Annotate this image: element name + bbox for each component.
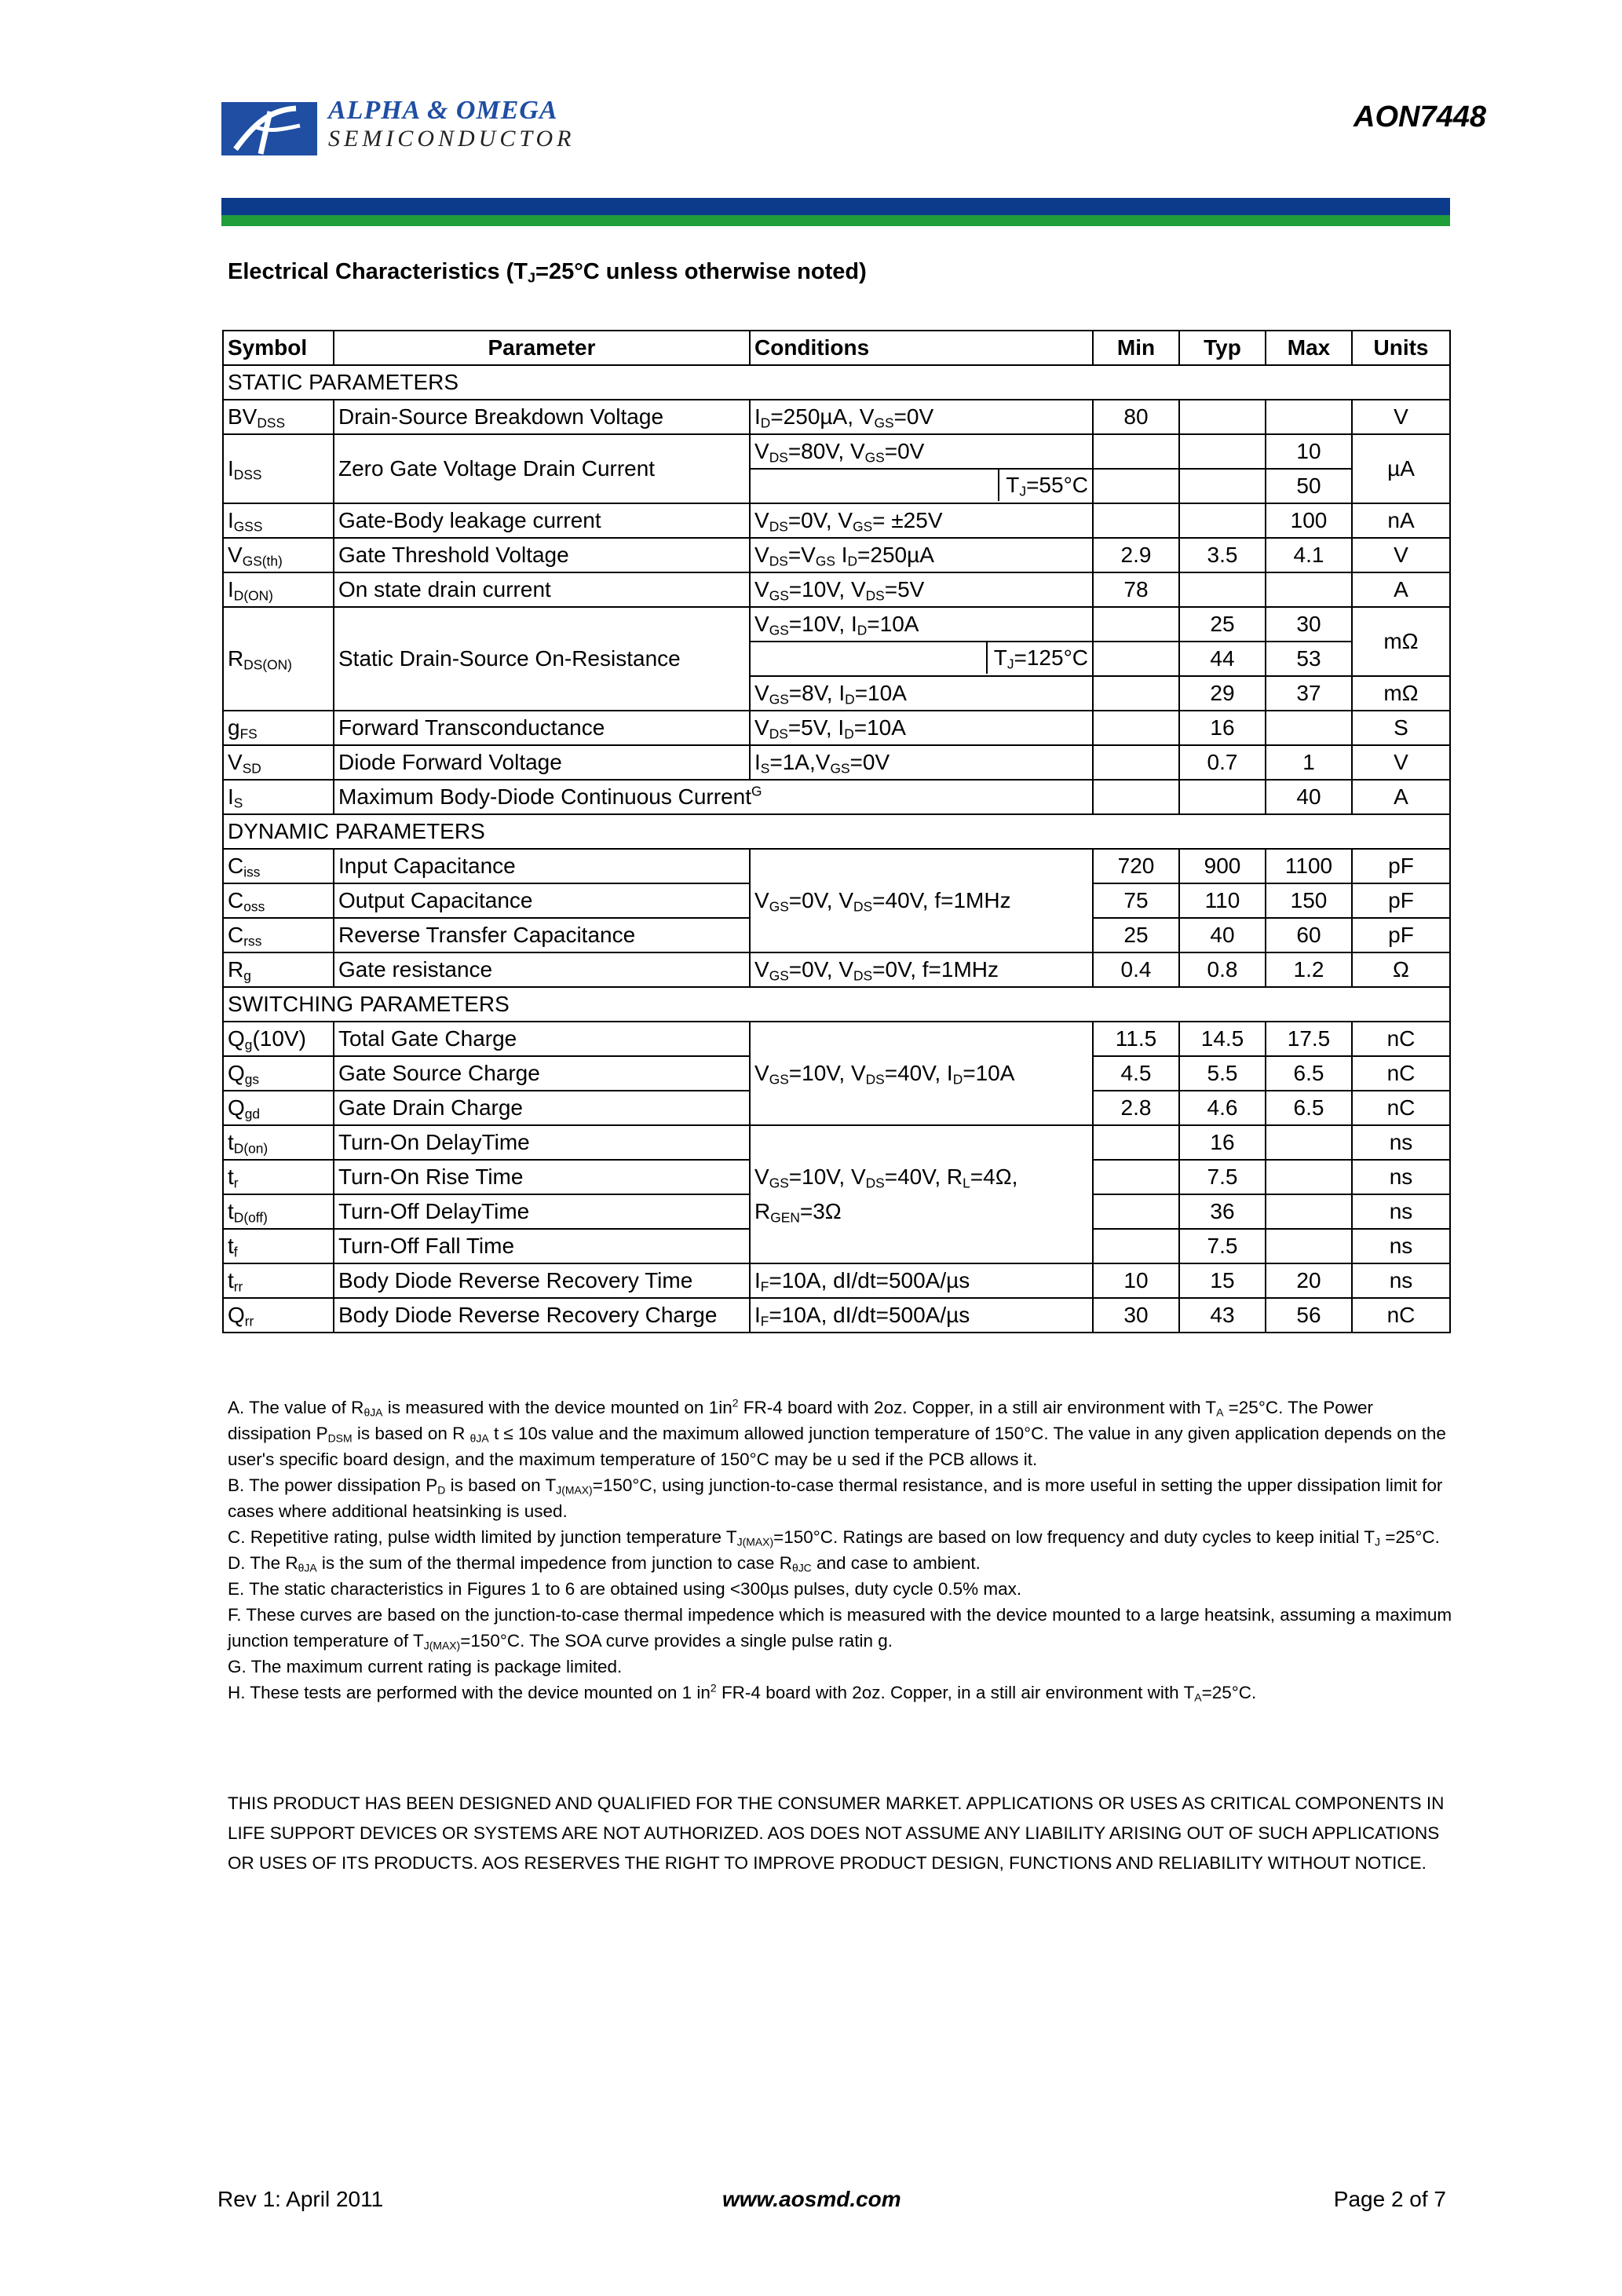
min-cell (1093, 1125, 1179, 1160)
section-row-switching: SWITCHING PARAMETERS (223, 987, 1450, 1022)
min-cell (1093, 1229, 1179, 1263)
symbol-cell: $Q_{gd}$ (223, 1091, 334, 1125)
typ-cell: 25 (1179, 607, 1266, 642)
condition-cell: $I_S=1A,V_{GS}=0V$ (750, 745, 1093, 780)
symbol-cell: $I_{DSS}$ (223, 434, 334, 503)
symbol-cell: $C_{iss}$ (223, 849, 334, 883)
parameter-cell: Input Capacitance (334, 849, 750, 883)
parameter-cell: Gate Threshold Voltage (334, 538, 750, 572)
section-row-static: STATIC PARAMETERS (223, 365, 1450, 400)
min-cell: 10 (1093, 1263, 1179, 1298)
disclaimer: THIS PRODUCT HAS BEEN DESIGNED AND QUALIFIED FOR THE CONSUMER MARKET. APPLICATIONS OR USES AS CRITICAL COMPONENTS IN LIFE SUPPORT DEVICES OR SYSTEMS ARE NOT AUTHORIZED. AOS DOES NOT ASSUME ANY LIABILITY ARISING OUT OF SUCH APPLICATIONS OR USES OF ITS PRODUCTS. AOS RESERVES THE RIGHT TO IMPROVE PRODUCT DESIGN, FUNCTIONS AND RELIABILITY WITHOUT NOTICE. (228, 1793, 1445, 1873)
condition-cell: $V_{GS}=10V$, $V_{DS}=5V$ (750, 572, 1093, 607)
min-cell: 80 (1093, 400, 1179, 434)
condition-cell: $V_{DS}=5V$, $I_D=10A$ (750, 711, 1093, 745)
min-cell (1093, 1194, 1179, 1229)
parameter-cell: Gate resistance (334, 952, 750, 987)
max-cell: 6.5 (1266, 1091, 1352, 1125)
part-number: AON7448 (1353, 101, 1486, 133)
header-band-blue (221, 198, 1450, 215)
symbol-cell: $t_{rr}$ (223, 1263, 334, 1298)
unit-cell: A (1352, 572, 1450, 607)
symbol-cell: $I_S$ (223, 780, 334, 814)
symbol-cell: $C_{rss}$ (223, 918, 334, 952)
parameter-cell: Turn-On Rise Time (334, 1160, 750, 1194)
parameter-cell: Forward Transconductance (334, 711, 750, 745)
symbol-cell: $t_f$ (223, 1229, 334, 1263)
typ-cell: 3.5 (1179, 538, 1266, 572)
parameter-cell: Reverse Transfer Capacitance (334, 918, 750, 952)
footer-revision: Rev 1: April 2011 (217, 2187, 384, 2211)
table-row (223, 572, 1450, 607)
parameter-cell: Turn-On DelayTime (334, 1125, 750, 1160)
condition-cell: $V_{GS}=0V$, $V_{DS}=0V$, f=1MHz (750, 952, 1093, 987)
typ-cell: 900 (1179, 849, 1266, 883)
header-band-green (221, 215, 1450, 226)
max-cell: 17.5 (1266, 1022, 1352, 1056)
condition-cell: $V_{GS}=0V$, $V_{DS}=40V$, f=1MHz (750, 849, 1093, 952)
min-cell: 11.5 (1093, 1022, 1179, 1056)
min-cell (1093, 711, 1179, 745)
unit-cell: ns (1352, 1263, 1450, 1298)
table-row (223, 952, 1450, 987)
typ-cell (1179, 503, 1266, 538)
company-logo-icon (221, 102, 317, 155)
note-g: G. The maximum current rating is package limited. (228, 1657, 623, 1676)
symbol-cell: $Q_{gs}$ (223, 1056, 334, 1091)
parameter-cell: Maximum Body-Diode Continuous Current$^G$ (334, 780, 1093, 814)
table-row (223, 1298, 1450, 1333)
note-d: D. The $R_{\theta JA}$ is the sum of the thermal impedence from junction to case $R_{\theta JC}$ and case to ambient. (228, 1553, 981, 1574)
typ-cell: 16 (1179, 711, 1266, 745)
max-cell: 1 (1266, 745, 1352, 780)
max-cell: 150 (1266, 883, 1352, 918)
symbol-cell: $I_{GSS}$ (223, 503, 334, 538)
condition-cell: $V_{DS}=0V$, $V_{GS}= \pm 25V$ (750, 503, 1093, 538)
typ-cell: 16 (1179, 1125, 1266, 1160)
typ-cell: 0.8 (1179, 952, 1266, 987)
typ-cell: 7.5 (1179, 1229, 1266, 1263)
min-cell (1093, 607, 1179, 642)
min-cell: 25 (1093, 918, 1179, 952)
unit-cell: S (1352, 711, 1450, 745)
logo-name: ALPHA & OMEGA (328, 96, 558, 125)
max-cell: 56 (1266, 1298, 1352, 1333)
unit-cell: mΩ (1352, 607, 1450, 676)
typ-cell (1179, 469, 1266, 503)
typ-cell: 29 (1179, 676, 1266, 711)
unit-cell: pF (1352, 849, 1450, 883)
unit-cell: ns (1352, 1229, 1450, 1263)
unit-cell: nC (1352, 1022, 1450, 1056)
table-row (223, 400, 1450, 434)
table-row (223, 434, 1450, 469)
condition-cell: $I_F=10A$, dI/dt=500A/µs (750, 1263, 1093, 1298)
max-cell (1266, 711, 1352, 745)
unit-cell: µA (1352, 434, 1450, 503)
min-cell: 2.9 (1093, 538, 1179, 572)
symbol-cell: $t_{D(on)}$ (223, 1125, 334, 1160)
table-header-row (223, 331, 1450, 365)
parameter-cell: Diode Forward Voltage (334, 745, 750, 780)
symbol-cell: $BV_{DSS}$ (223, 400, 334, 434)
note-f: F. These curves are based on the junction-to-case thermal impedence which is measured with the device mounted to a large heatsink, assuming a maximum junction temperature of $T_{J(MAX)}=150^\circ C$. The SOA curve provides a single pulse ratin g. (228, 1605, 1452, 1652)
symbol-cell: $C_{oss}$ (223, 883, 334, 918)
typ-cell: 40 (1179, 918, 1266, 952)
unit-cell: ns (1352, 1160, 1450, 1194)
unit-cell: nC (1352, 1298, 1450, 1333)
typ-cell: 36 (1179, 1194, 1266, 1229)
parameter-cell: Gate Source Charge (334, 1056, 750, 1091)
min-cell (1093, 434, 1179, 469)
parameter-cell: Total Gate Charge (334, 1022, 750, 1056)
condition-cell: $V_{DS}=80V$, $V_{GS}=0V$ (750, 434, 1093, 469)
table-row (223, 607, 1450, 642)
max-cell: 100 (1266, 503, 1352, 538)
min-cell (1093, 642, 1179, 676)
condition-cell: $V_{GS}=10V$, $I_D=10A$ (750, 607, 1093, 642)
parameter-cell: Drain-Source Breakdown Voltage (334, 400, 750, 434)
unit-cell: Ω (1352, 952, 1450, 987)
condition-cell: $V_{GS}=8V$, $I_D=10A$ (750, 676, 1093, 711)
symbol-cell: $I_{D(ON)}$ (223, 572, 334, 607)
table-row (223, 780, 1450, 814)
note-h: H. These tests are performed with the device mounted on 1 $in^2$ FR-4 board with 2oz. Copper, in a still air environment with $T_A=25^\circ C$. (228, 1681, 1257, 1704)
col-header-parameter: Parameter (334, 331, 750, 365)
symbol-cell: $Q_g(10V)$ (223, 1022, 334, 1056)
table-row (223, 1263, 1450, 1298)
logo-subtitle: SEMICONDUCTOR (328, 126, 575, 152)
table-row (223, 538, 1450, 572)
table-row (223, 503, 1450, 538)
unit-cell: pF (1352, 883, 1450, 918)
typ-cell: 4.6 (1179, 1091, 1266, 1125)
unit-cell: V (1352, 538, 1450, 572)
min-cell: 0.4 (1093, 952, 1179, 987)
max-cell (1266, 1229, 1352, 1263)
symbol-cell: $t_{D(off)}$ (223, 1194, 334, 1229)
max-cell (1266, 1194, 1352, 1229)
condition-cell: $I_F=10A$, dI/dt=500A/µs (750, 1298, 1093, 1333)
note-e: E. The static characteristics in Figures 1 to 6 are obtained using <300µs pulses, duty cycle 0.5% max. (228, 1579, 1022, 1599)
typ-cell: 0.7 (1179, 745, 1266, 780)
col-header-max: Max (1266, 331, 1352, 365)
parameter-cell: Turn-Off DelayTime (334, 1194, 750, 1229)
col-header-min: Min (1093, 331, 1179, 365)
unit-cell: nC (1352, 1091, 1450, 1125)
typ-cell: 44 (1179, 642, 1266, 676)
min-cell: 4.5 (1093, 1056, 1179, 1091)
parameter-cell: Gate-Body leakage current (334, 503, 750, 538)
min-cell (1093, 676, 1179, 711)
min-cell: 720 (1093, 849, 1179, 883)
parameter-cell: On state drain current (334, 572, 750, 607)
symbol-cell: $V_{SD}$ (223, 745, 334, 780)
min-cell: 75 (1093, 883, 1179, 918)
typ-cell: 7.5 (1179, 1160, 1266, 1194)
unit-cell: mΩ (1352, 676, 1450, 711)
typ-cell: 5.5 (1179, 1056, 1266, 1091)
unit-cell: ns (1352, 1125, 1450, 1160)
symbol-cell: $g_{FS}$ (223, 711, 334, 745)
max-cell: 6.5 (1266, 1056, 1352, 1091)
max-cell (1266, 400, 1352, 434)
symbol-cell: $V_{GS(th)}$ (223, 538, 334, 572)
unit-cell: nA (1352, 503, 1450, 538)
max-cell: 20 (1266, 1263, 1352, 1298)
max-cell: 30 (1266, 607, 1352, 642)
note-c: C. Repetitive rating, pulse width limited by junction temperature $T_{J(MAX)}=150^\circ C$. Ratings are based on low frequency and duty cycles to keep initial $T_J =25^\circ C$. (228, 1527, 1440, 1548)
condition-cell: $I_D=250\mu A$, $V_{GS}=0V$ (750, 400, 1093, 434)
min-cell: 78 (1093, 572, 1179, 607)
parameter-cell: Gate Drain Charge (334, 1091, 750, 1125)
col-header-units: Units (1352, 331, 1450, 365)
col-header-symbol: Symbol (223, 331, 334, 365)
typ-cell: 110 (1179, 883, 1266, 918)
condition-cell: $V_{GS}=10V$, $V_{DS}=40V$, $R_L=4\Omega$, $R_{GEN}=3\Omega$ (750, 1125, 1093, 1263)
symbol-cell: $R_g$ (223, 952, 334, 987)
condition-cell: $T_J=55^\circ C$ (750, 469, 1093, 503)
condition-cell: $V_{GS}=10V$, $V_{DS}=40V$, $I_D=10A$ (750, 1022, 1093, 1125)
min-cell (1093, 745, 1179, 780)
unit-cell: ns (1352, 1194, 1450, 1229)
max-cell: 1.2 (1266, 952, 1352, 987)
max-cell (1266, 1160, 1352, 1194)
footer-page-number: Page 2 of 7 (1333, 2187, 1446, 2211)
max-cell: 4.1 (1266, 538, 1352, 572)
min-cell: 2.8 (1093, 1091, 1179, 1125)
min-cell (1093, 503, 1179, 538)
unit-cell: V (1352, 400, 1450, 434)
table-row (223, 1022, 1450, 1056)
note-b: B. The power dissipation $P_D$ is based on $T_{J(MAX)}=150^\circ C$, using junction-to-case thermal resistance, and is more useful in setting the upper dissipation limit for cases where additional heatsinking is used. (228, 1475, 1443, 1521)
unit-cell: nC (1352, 1056, 1450, 1091)
electrical-characteristics-table (222, 330, 1451, 1333)
parameter-cell: Static Drain-Source On-Resistance (334, 607, 750, 711)
table-row (223, 1125, 1450, 1160)
max-cell (1266, 1125, 1352, 1160)
typ-cell (1179, 434, 1266, 469)
typ-cell (1179, 400, 1266, 434)
max-cell: 37 (1266, 676, 1352, 711)
min-cell (1093, 469, 1179, 503)
max-cell: 60 (1266, 918, 1352, 952)
min-cell: 30 (1093, 1298, 1179, 1333)
table-row (223, 745, 1450, 780)
parameter-cell: Output Capacitance (334, 883, 750, 918)
symbol-cell: $t_r$ (223, 1160, 334, 1194)
symbol-cell: $Q_{rr}$ (223, 1298, 334, 1333)
unit-cell: pF (1352, 918, 1450, 952)
typ-cell: 43 (1179, 1298, 1266, 1333)
footnotes (228, 1395, 1452, 1706)
condition-cell: $V_{DS}=V_{GS}$ $I_D=250\mu A$ (750, 538, 1093, 572)
typ-cell: 15 (1179, 1263, 1266, 1298)
typ-cell (1179, 572, 1266, 607)
max-cell: 1100 (1266, 849, 1352, 883)
min-cell (1093, 1160, 1179, 1194)
note-a: A. The value of $R_{\theta JA}$ is measured with the device mounted on $1in^2$ FR-4 board with 2oz. Copper, in a still air environment with $T_A =25^\circ C$. The Power dissipation $P_{DSM}$ is based on R $_{\theta JA}$ t ≤ 10s value and the maximum allowed junction temperature of 150°C. The value in any given application depends on the user's specific board design, and the maximum temperature of 150°C may be u sed if the PCB allows it. (228, 1396, 1446, 1469)
parameter-cell: Body Diode Reverse Recovery Time (334, 1263, 750, 1298)
max-cell: 10 (1266, 434, 1352, 469)
max-cell: 40 (1266, 780, 1352, 814)
max-cell: 50 (1266, 469, 1352, 503)
typ-cell (1179, 780, 1266, 814)
symbol-cell: $R_{DS(ON)}$ (223, 607, 334, 711)
footer-website-link[interactable]: www.aosmd.com (722, 2187, 901, 2211)
parameter-cell: Zero Gate Voltage Drain Current (334, 434, 750, 503)
col-header-conditions: Conditions (750, 331, 1093, 365)
table-row (223, 849, 1450, 883)
min-cell (1093, 780, 1179, 814)
col-header-typ: Typ (1179, 331, 1266, 365)
parameter-cell: Body Diode Reverse Recovery Charge (334, 1298, 750, 1333)
typ-cell: 14.5 (1179, 1022, 1266, 1056)
condition-cell: $T_J=125^\circ C$ (750, 642, 1093, 676)
alpha-omega-glyph-icon (221, 102, 317, 155)
max-cell (1266, 572, 1352, 607)
unit-cell: A (1352, 780, 1450, 814)
section-title: Electrical Characteristics ($T_J=25^\circ C$ unless otherwise noted) (228, 259, 867, 286)
table-row (223, 711, 1450, 745)
max-cell: 53 (1266, 642, 1352, 676)
unit-cell: V (1352, 745, 1450, 780)
section-row-dynamic: DYNAMIC PARAMETERS (223, 814, 1450, 849)
parameter-cell: Turn-Off Fall Time (334, 1229, 750, 1263)
